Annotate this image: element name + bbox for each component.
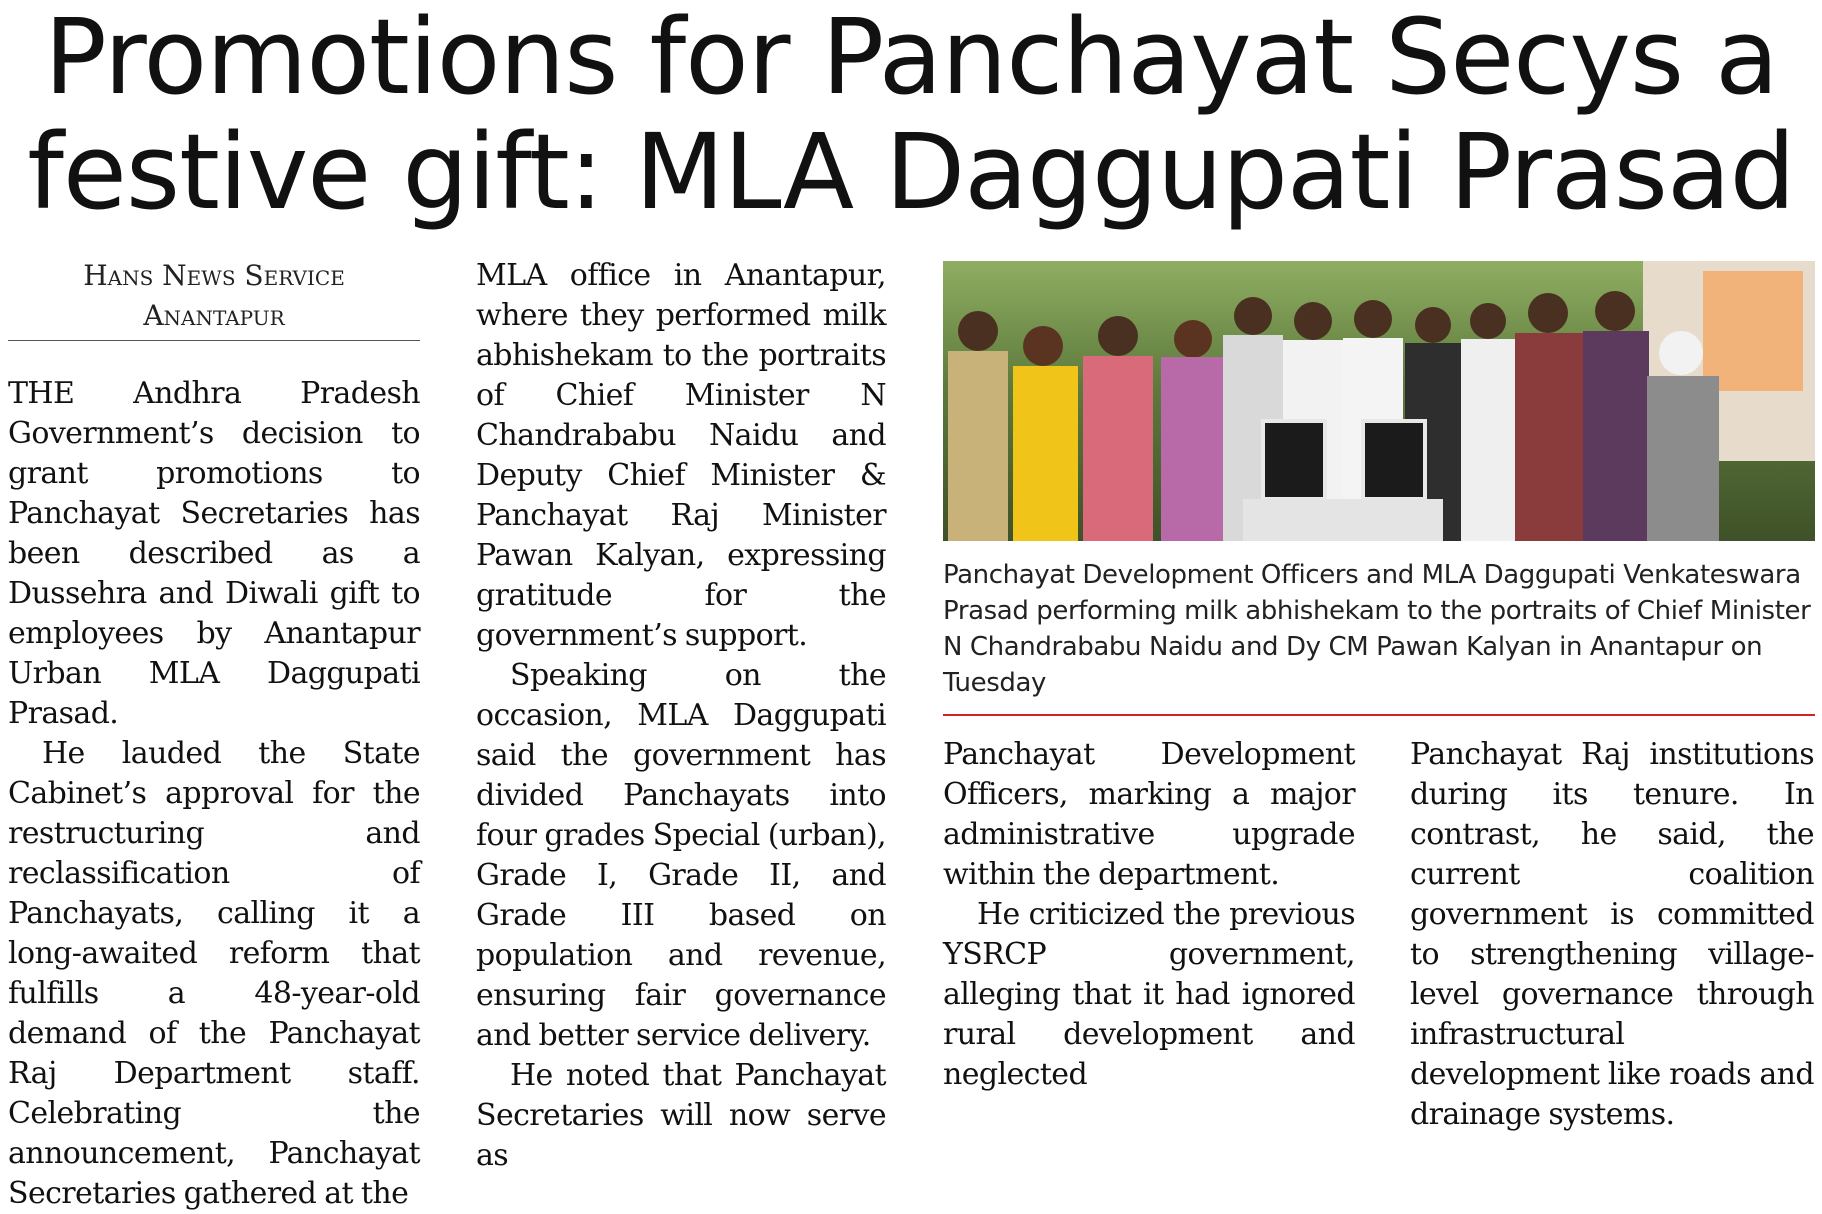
paragraph: He criticized the previous YSRCP government, alleging that it had ignored rural development and neglected — [943, 897, 1355, 1092]
photo-illustration — [943, 261, 1815, 541]
headline-line-1: Promotions for Panchayat Secys a — [44, 0, 1778, 118]
byline-location: Anantapur — [143, 299, 285, 332]
byline-divider — [8, 340, 420, 341]
article-column-1 — [8, 374, 420, 1211]
article-column-3 — [943, 735, 1355, 1092]
paragraph: Panchayat Development Officers, marking a major administrative upgrade within the department. — [943, 737, 1355, 892]
news-photo — [943, 261, 1815, 541]
byline — [8, 256, 420, 336]
paragraph: MLA office in Anantapur, where they performed milk abhishekam to the portraits of Chief Minister N Chandrababu Naidu and Deputy Chief Minister & Panchayat Raj Minister Pawan Kalyan, expressing gratitude for the government’s support. — [476, 258, 886, 653]
paragraph: THE Andhra Pradesh Government’s decision to grant promotions to Panchayat Secretaries has been described as a Dussehra and Diwali gift to employees by Anantapur Urban MLA Daggupati Prasad. — [8, 376, 420, 731]
portrait-frame-right — [1363, 421, 1425, 499]
headline-line-2: festive gift: MLA Daggupati Prasad — [27, 111, 1795, 233]
caption-divider — [943, 714, 1815, 716]
photo-caption: Panchayat Development Officers and MLA Daggupati Venkateswara Prasad performing milk abhishekam to the portraits of Chief Minister N Chandrababu Naidu and Dy CM Pawan Kalyan in Anantapur on Tuesday — [943, 560, 1811, 698]
byline-service: Hans News Service — [83, 259, 345, 292]
paragraph: Panchayat Raj institutions during its tenure. In contrast, he said, the current coalition government is committed to strengthening village-level governance through infrastructural development like roads and drainage systems. — [1410, 737, 1814, 1132]
paragraph: He noted that Panchayat Secretaries will now serve as — [476, 1058, 886, 1173]
article-column-2 — [476, 256, 886, 1173]
headline — [0, 0, 1822, 233]
paragraph: Speaking on the occasion, MLA Daggupati said the government has divided Panchayats into four grades Special (urban), Grade I, Grade II, and Grade III based on population and revenue, ensuring fair governance and better service delivery. — [476, 658, 886, 1053]
article-column-4 — [1410, 735, 1814, 1132]
portrait-frame-left — [1263, 421, 1325, 499]
paragraph: He lauded the State Cabinet’s approval for the restructuring and reclassification of Panchayats, calling it a long-awaited reform that fulfills a 48-year-old demand of the Panchayat Raj Department staff. Celebrating the announcement, Panchayat Secretaries gathered at the — [8, 736, 420, 1211]
